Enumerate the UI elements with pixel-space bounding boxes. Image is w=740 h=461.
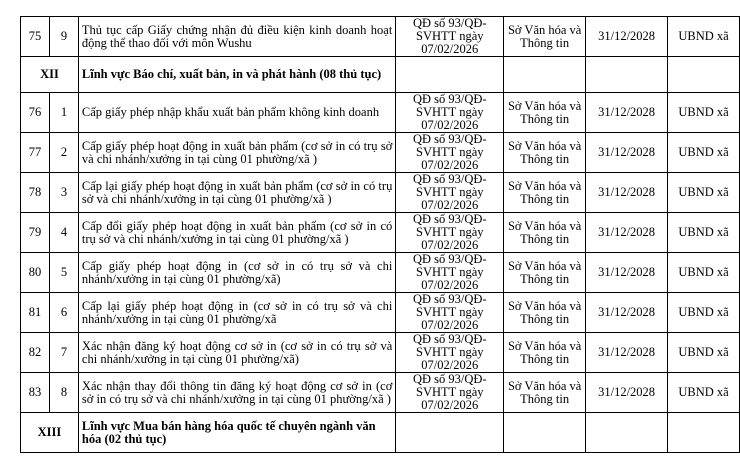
implementer-cell: UBND xã bbox=[668, 93, 740, 133]
implementer-cell: UBND xã bbox=[668, 133, 740, 173]
decision-cell: QĐ số 93/QĐ-SVHTT ngày 07/02/2026 bbox=[396, 173, 504, 213]
row-stt-cell: 75 bbox=[21, 17, 50, 57]
empty-cell bbox=[586, 413, 668, 453]
row-number-cell: 8 bbox=[49, 373, 78, 413]
agency-cell: Sở Văn hóa và Thông tin bbox=[504, 173, 586, 213]
table-row bbox=[21, 17, 740, 57]
decision-cell: QĐ số 93/QĐ-SVHTT ngày 07/02/2026 bbox=[396, 213, 504, 253]
agency-cell: Sở Văn hóa và Thông tin bbox=[504, 17, 586, 57]
empty-cell bbox=[504, 413, 586, 453]
section-roman-numeral: XII bbox=[21, 57, 79, 93]
procedure-name-cell: Cấp giấy phép hoạt động in xuất bản phẩm (cơ sở in có trụ sở và chi nhánh/xưởng in tại cùng 01 phường/xã ) bbox=[78, 133, 395, 173]
table-row bbox=[21, 93, 740, 133]
empty-cell bbox=[668, 57, 740, 93]
row-number-cell: 1 bbox=[49, 93, 78, 133]
empty-cell bbox=[504, 57, 586, 93]
row-number-cell: 5 bbox=[49, 253, 78, 293]
implementer-cell: UBND xã bbox=[668, 293, 740, 333]
implementer-cell: UBND xã bbox=[668, 333, 740, 373]
date-cell: 31/12/2028 bbox=[586, 293, 668, 333]
agency-cell: Sở Văn hóa và Thông tin bbox=[504, 333, 586, 373]
section-header-row bbox=[21, 57, 740, 93]
procedure-table bbox=[20, 16, 740, 453]
procedure-name-cell: Cấp lại giấy phép hoạt động in xuất bản phẩm (cơ sở in có trụ sở và chi nhánh/xưởng in tại cùng 01 phường/xã ) bbox=[78, 173, 395, 213]
date-cell: 31/12/2028 bbox=[586, 253, 668, 293]
table-row bbox=[21, 293, 740, 333]
section-header-row bbox=[21, 413, 740, 453]
table-row bbox=[21, 213, 740, 253]
row-stt-cell: 83 bbox=[21, 373, 50, 413]
row-stt-cell: 82 bbox=[21, 333, 50, 373]
implementer-cell: UBND xã bbox=[668, 253, 740, 293]
implementer-cell: UBND xã bbox=[668, 213, 740, 253]
agency-cell: Sở Văn hóa và Thông tin bbox=[504, 213, 586, 253]
row-number-cell: 4 bbox=[49, 213, 78, 253]
empty-cell bbox=[396, 413, 504, 453]
procedure-name-cell: Cấp giấy phép nhập khẩu xuất bản phẩm không kinh doanh bbox=[78, 93, 395, 133]
procedure-name-cell: Xác nhận đăng ký hoạt động cơ sở in (cơ sở in có trụ sở và chi nhánh/xưởng in tại cùng 01 phường/xã) bbox=[78, 333, 395, 373]
implementer-cell: UBND xã bbox=[668, 373, 740, 413]
empty-cell bbox=[668, 413, 740, 453]
empty-cell bbox=[586, 57, 668, 93]
implementer-cell: UBND xã bbox=[668, 173, 740, 213]
agency-cell: Sở Văn hóa và Thông tin bbox=[504, 293, 586, 333]
decision-cell: QĐ số 93/QĐ-SVHTT ngày 07/02/2026 bbox=[396, 373, 504, 413]
date-cell: 31/12/2028 bbox=[586, 93, 668, 133]
decision-cell: QĐ số 93/QĐ-SVHTT ngày 07/02/2026 bbox=[396, 333, 504, 373]
procedure-name-cell: Cấp lại giấy phép hoạt động in (cơ sở in có trụ sở và chi nhánh/xưởng in tại cùng 01 phường/xã bbox=[78, 293, 395, 333]
empty-cell bbox=[396, 57, 504, 93]
procedure-name-cell: Cấp đổi giấy phép hoạt động in xuất bản phẩm (cơ sở in có trụ sở và chi nhánh/xưởng in tại cùng 01 phường/xã ) bbox=[78, 213, 395, 253]
table-row bbox=[21, 373, 740, 413]
date-cell: 31/12/2028 bbox=[586, 133, 668, 173]
row-number-cell: 6 bbox=[49, 293, 78, 333]
decision-cell: QĐ số 93/QĐ-SVHTT ngày 07/02/2026 bbox=[396, 253, 504, 293]
row-stt-cell: 76 bbox=[21, 93, 50, 133]
table-row bbox=[21, 133, 740, 173]
date-cell: 31/12/2028 bbox=[586, 173, 668, 213]
table-row bbox=[21, 173, 740, 213]
row-number-cell: 7 bbox=[49, 333, 78, 373]
table-row bbox=[21, 333, 740, 373]
decision-cell: QĐ số 93/QĐ-SVHTT ngày 07/02/2026 bbox=[396, 17, 504, 57]
decision-cell: QĐ số 93/QĐ-SVHTT ngày 07/02/2026 bbox=[396, 93, 504, 133]
row-stt-cell: 81 bbox=[21, 293, 50, 333]
procedure-name-cell: Cấp giấy phép hoạt động in (cơ sở in có trụ sở và chi nhánh/xưởng in tại cùng 01 phường/xã) bbox=[78, 253, 395, 293]
row-number-cell: 2 bbox=[49, 133, 78, 173]
date-cell: 31/12/2028 bbox=[586, 213, 668, 253]
row-number-cell: 9 bbox=[49, 17, 78, 57]
date-cell: 31/12/2028 bbox=[586, 373, 668, 413]
procedure-name-cell: Xác nhận thay đổi thông tin đăng ký hoạt động cơ sở in (cơ sở in có trụ sở và chi nhánh/xưởng in tại cùng 01 phường/xã ) bbox=[78, 373, 395, 413]
procedure-name-cell: Thủ tục cấp Giấy chứng nhận đủ điều kiện kinh doanh hoạt động thể thao đối với môn Wushu bbox=[78, 17, 395, 57]
date-cell: 31/12/2028 bbox=[586, 333, 668, 373]
section-title: Lĩnh vực Mua bán hàng hóa quốc tế chuyên ngành văn hóa (02 thủ tục) bbox=[78, 413, 395, 453]
row-stt-cell: 77 bbox=[21, 133, 50, 173]
row-stt-cell: 80 bbox=[21, 253, 50, 293]
procedure-table-body bbox=[21, 17, 740, 453]
decision-cell: QĐ số 93/QĐ-SVHTT ngày 07/02/2026 bbox=[396, 133, 504, 173]
row-number-cell: 3 bbox=[49, 173, 78, 213]
section-roman-numeral: XIII bbox=[21, 413, 79, 453]
implementer-cell: UBND xã bbox=[668, 17, 740, 57]
row-stt-cell: 78 bbox=[21, 173, 50, 213]
date-cell: 31/12/2028 bbox=[586, 17, 668, 57]
section-title: Lĩnh vực Báo chí, xuất bản, in và phát hành (08 thủ tục) bbox=[78, 57, 395, 93]
agency-cell: Sở Văn hóa và Thông tin bbox=[504, 133, 586, 173]
agency-cell: Sở Văn hóa và Thông tin bbox=[504, 93, 586, 133]
row-stt-cell: 79 bbox=[21, 213, 50, 253]
decision-cell: QĐ số 93/QĐ-SVHTT ngày 07/02/2026 bbox=[396, 293, 504, 333]
agency-cell: Sở Văn hóa và Thông tin bbox=[504, 373, 586, 413]
agency-cell: Sở Văn hóa và Thông tin bbox=[504, 253, 586, 293]
table-row bbox=[21, 253, 740, 293]
